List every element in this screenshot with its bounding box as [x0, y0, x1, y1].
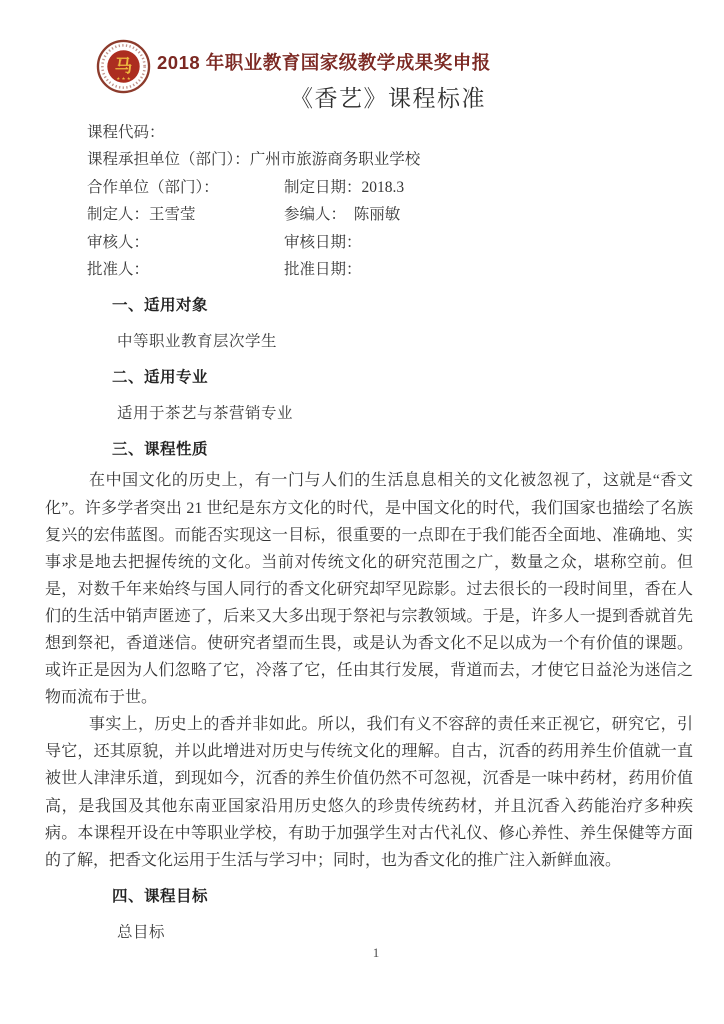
field-row [87, 201, 693, 228]
field-right: 批准日期： [284, 261, 362, 279]
award-application-header: 2018 年职业教育国家级教学成果奖申报 [157, 52, 491, 73]
field-right: 参编人： 陈丽敏 [284, 206, 401, 224]
field-row [87, 174, 693, 201]
field-row [87, 146, 693, 173]
field-left: 审核人： [87, 233, 150, 251]
section-heading: 一、适用对象 [112, 297, 209, 315]
field-row [87, 256, 693, 283]
paragraph: 适用于茶艺与茶营销专业 [117, 405, 294, 423]
section-heading: 四、课程目标 [112, 887, 209, 905]
paragraph: 在中国文化的历史上，有一门与人们的生活息息相关的文化被忽视了，这就是“香文化”。许多学者突出 21 世纪是东方文化的时代，是中国文化的时代，我们国家也描绘了名族复兴的宏伟蓝图。而能否实现这一目标，很重要的一点即在于我们能否全面地、准确地、实事求是地去把握传统的文化。当前对传统文化的研究范围之广，数量之众，堪称空前。但是，对数千年来始终与国人同行的香文化研究却罕见踪影。过去很长的一段时间里，香在人们的生活中销声匿迹了，后来又大多出现于祭祀与宗教领域。于是，许多人一提到香就首先想到祭祀，香道迷信。使研究者望而生畏，或是认为香文化不足以成为一个有价值的课题。或许正是因为人们忽略了它，冷落了它，任由其行发展，背道而去，才使它日益沦为迷信之物而流布于世。 [45, 472, 693, 707]
field-row [87, 119, 693, 146]
field-right: 审核日期： [284, 233, 362, 251]
paragraph: 事实上，历史上的香并非如此。所以，我们有义不容辞的责任来正视它，研究它，引导它，还其原貌，并以此增进对历史与传统文化的理解。自古，沉香的药用养生价值就一直被世人津津乐道，到现如今，沉香的养生价值仍然不可忽视，沉香是一味中药材，药用价值高，是我国及其他东南亚国家沿用历史悠久的珍贵传统药材，并且沉香入药能治疗多种疾病。本课程开设在中等职业学校，有助于加强学生对古代礼仪、修心养性、养生保健等方面的了解，把香文化运用于生活与学习中；同时，也为香文化的推广注入新鲜血液。 [45, 716, 693, 869]
fields [87, 119, 693, 283]
horse-glyph: 马 [114, 55, 133, 76]
paragraph: 中等职业教育层次学生 [117, 333, 278, 351]
page-title: 《香艺》课程标准 [290, 86, 486, 111]
field-right: 制定日期：2018.3 [284, 178, 405, 196]
section-heading: 三、课程性质 [112, 441, 209, 459]
school-seal-logo [96, 39, 151, 94]
page-number: 1 [372, 945, 380, 960]
field-left: 课程承担单位（部门）：广州市旅游商务职业学校 [87, 151, 421, 169]
paragraph: 总目标 [117, 923, 166, 941]
field-left: 批准人： [87, 261, 150, 279]
field-left: 课程代码： [87, 124, 165, 141]
sections [45, 292, 693, 945]
field-left: 制定人：王雪莹 [87, 206, 196, 224]
seal-stars: ★ ★ ★ [116, 75, 131, 81]
section-heading: 二、适用专业 [112, 369, 209, 387]
field-row [87, 229, 693, 256]
field-left: 合作单位（部门）： [87, 178, 219, 196]
